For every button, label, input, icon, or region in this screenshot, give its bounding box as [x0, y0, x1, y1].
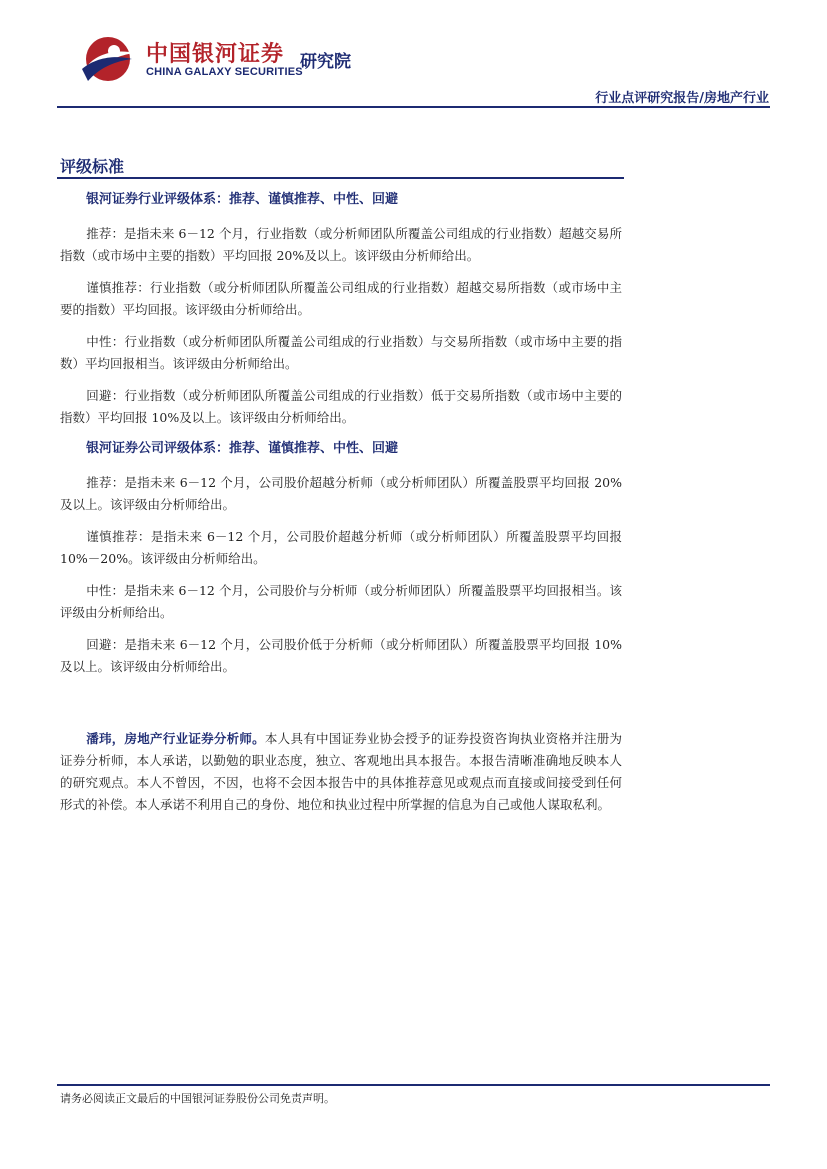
footer-divider — [57, 1084, 770, 1086]
section-title: 评级标准 — [60, 157, 125, 176]
institute-label: 研究院 — [300, 52, 351, 72]
company-rating-cautious: 谨慎推荐：是指未来 6－12 个月，公司股价超越分析师（或分析师团队）所覆盖股票平均回报 10%－20%。该评级由分析师给出。 — [60, 529, 622, 566]
industry-rating-neutral: 中性：行业指数（或分析师团队所覆盖公司组成的行业指数）与交易所指数（或市场中主要的指数）平均回报相当。该评级由分析师给出。 — [60, 334, 622, 371]
logo-english-name: CHINA GALAXY SECURITIES — [146, 66, 303, 78]
company-rating-avoid: 回避：是指未来 6－12 个月，公司股价低于分析师（或分析师团队）所覆盖股票平均回报 10%及以上。该评级由分析师给出。 — [60, 637, 622, 674]
galaxy-logo-icon — [80, 35, 136, 83]
disclaimer-notice: 请务必阅读正文最后的中国银河证券股份公司免责声明。 — [60, 1092, 335, 1105]
rating-standards — [60, 190, 622, 816]
report-type: 行业点评研究报告/房地产行业 — [595, 91, 769, 106]
company-rating-heading: 银河证券公司评级体系：推荐、谨慎推荐、中性、回避 — [86, 441, 399, 456]
company-rating-neutral: 中性：是指未来 6－12 个月，公司股价与分析师（或分析师团队）所覆盖股票平均回报相当。该评级由分析师给出。 — [60, 583, 622, 620]
analyst-statement-text: 本人具有中国证券业协会授予的证券投资咨询执业资格并注册为证券分析师，本人承诺，以勤勉的职业态度，独立、客观地出具本报告。本报告清晰准确地反映本人的研究观点。本人不曾因，不因，也将不会因本报告中的具体推荐意见或观点而直接或间接受到任何形式的补偿。本人承诺不利用自己的身份、地位和执业过程中所掌握的信息为自己或他人谋取私利。 — [60, 731, 622, 812]
analyst-name: 潘玮，房地产行业证券分析师。 — [86, 731, 265, 746]
industry-rating-recommend: 推荐：是指未来 6－12 个月，行业指数（或分析师团队所覆盖公司组成的行业指数）超越交易所指数（或市场中主要的指数）平均回报 20%及以上。该评级由分析师给出。 — [60, 226, 622, 263]
industry-rating-cautious: 谨慎推荐：行业指数（或分析师团队所覆盖公司组成的行业指数）超越交易所指数（或市场中主要的指数）平均回报。该评级由分析师给出。 — [60, 280, 622, 317]
industry-rating-heading: 银河证券行业评级体系：推荐、谨慎推荐、中性、回避 — [86, 192, 399, 207]
section-divider — [57, 177, 624, 179]
logo-chinese-name: 中国银河证券 — [146, 42, 285, 67]
analyst-statement — [60, 728, 622, 816]
header-divider — [57, 106, 770, 108]
company-rating-recommend: 推荐：是指未来 6－12 个月，公司股价超越分析师（或分析师团队）所覆盖股票平均回报 20%及以上。该评级由分析师给出。 — [60, 475, 622, 512]
industry-rating-avoid: 回避：行业指数（或分析师团队所覆盖公司组成的行业指数）低于交易所指数（或市场中主要的指数）平均回报 10%及以上。该评级由分析师给出。 — [60, 388, 622, 425]
